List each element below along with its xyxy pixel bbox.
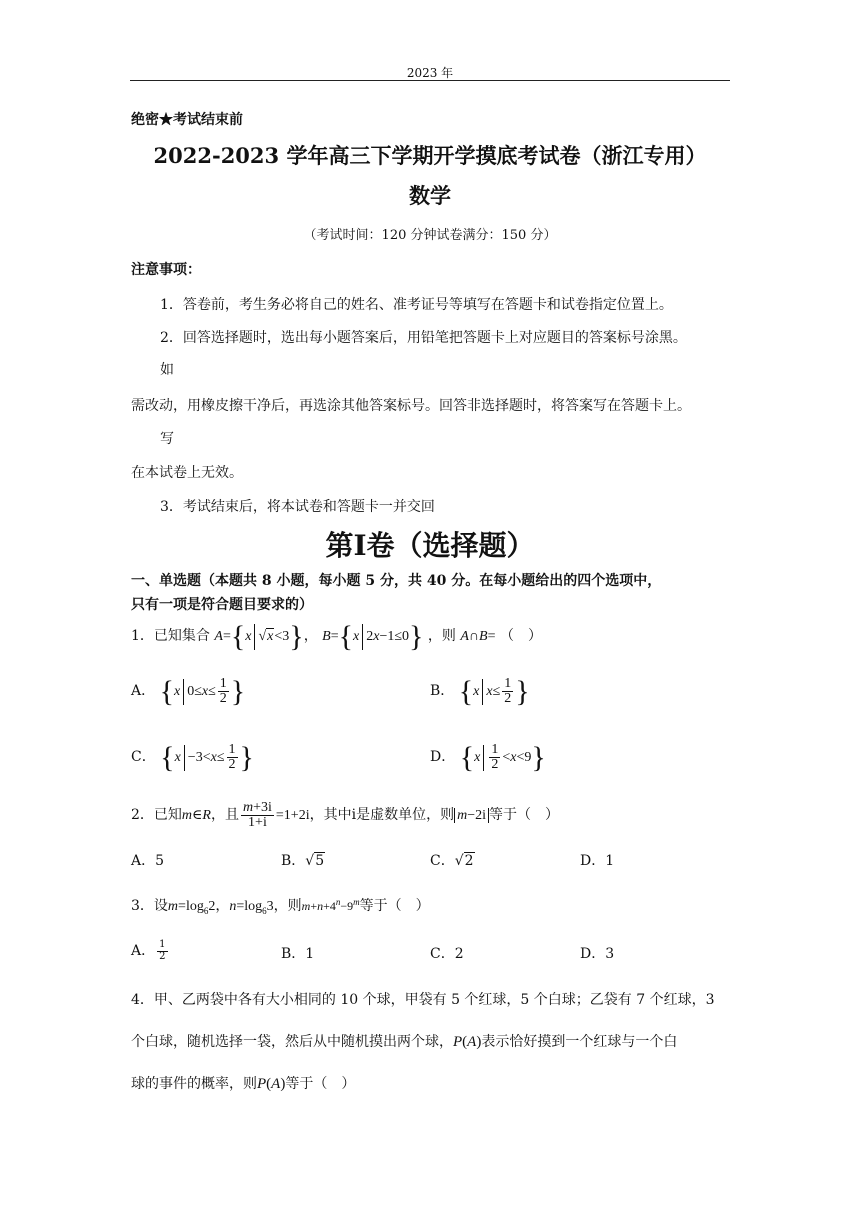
question-2-mid: ，且 [210, 807, 239, 823]
q2-option-c: C．√2 [430, 853, 474, 869]
notice-line-2-wrap2: 写 [160, 431, 174, 447]
question-2-mid3: 是虚数单位，则 [356, 807, 455, 823]
question-4-line-3: 球的事件的概率，则P(A)等于（ ） [131, 1076, 356, 1092]
q2-option-b: B．√5 [281, 853, 325, 869]
q3-expression: $m+n+4^n-9^m$ [301, 897, 360, 913]
part-title: 第I卷（选择题） [325, 529, 535, 562]
q3-option-a: A． $\frac{1}{2}$ [131, 939, 166, 962]
question-3-prefix: 3．设 [131, 898, 168, 914]
question-3: 3．设$m=\log_62$，$n=\log_63$，则$m+n+4^n-9^m$等于（ ） [131, 897, 430, 916]
q3-option-d: D．3 [580, 946, 615, 962]
question-4-line-1: 4．甲、乙两袋中各有大小相同的 10 个球，甲袋有 5 个红球，5 个白球；乙袋有 7 个红球，3 [131, 992, 715, 1008]
q1-option-b: B． {x x≤ $\frac{1}{2}$ } [430, 674, 530, 708]
section-heading-cont: 只有一项是符合题目要求的） [131, 597, 313, 613]
notice-line-2-cont: 需改动，用橡皮擦干净后，再选涂其他答案标号。回答非选择题时，将答案写在答题卡上。 [131, 398, 691, 414]
question-1-tail: （ ） [499, 628, 542, 644]
q1-option-d-label: D． [430, 749, 456, 765]
question-2 [131, 798, 559, 833]
question-4-line-2: 个白球，随机选择一袋，然后从中随机摸出两个球，P(A)表示恰好摸到一个红球与一个白 [131, 1034, 678, 1050]
q1-option-a-label: A． [131, 683, 156, 699]
question-3-mid: ，则 [273, 898, 302, 914]
confidential-label: 绝密★考试结束前 [131, 112, 243, 128]
q3-option-c: C．2 [430, 946, 464, 962]
q1-option-c-label: C． [131, 749, 156, 765]
notice-line-1: 1．答卷前，考生务必将自己的姓名、准考证号等填写在答题卡和试卷指定位置上。 [160, 297, 673, 313]
q3-option-b: B．1 [281, 946, 315, 962]
question-1: 1．已知集合 A={x √x<3}， B={x 2x−1≤0} ，则 A∩B= （ ） [131, 619, 542, 653]
q1-option-d: D． {x $\frac{1}{2}$ <x<9} [430, 740, 546, 774]
q2-m-in-r: m∈R [181, 808, 211, 823]
notice-line-2-wrap: 如 [160, 362, 174, 378]
q2-modulus: m−2i [454, 808, 489, 823]
q3-m-def: $m=\log_62$ [167, 899, 216, 916]
notice-line-2-end: 在本试卷上无效。 [131, 465, 243, 481]
notice-line-2: 2．回答选择题时，选出每小题答案后，用铅笔把答题卡上对应题目的答案标号涂黑。 [160, 330, 687, 346]
notice-line-3: 3．考试结束后，将本试卷和答题卡一并交回 [160, 499, 435, 515]
q2-equation: $\frac{m+3i}{1+i}$ =1+2i [242, 799, 310, 831]
q1-option-c: C． {x −3<x≤ $\frac{1}{2}$ } [131, 740, 254, 774]
subject-title: 数学 [409, 183, 451, 208]
page-header-year: 2023 年 [406, 66, 454, 80]
question-2-tail: 等于（ ） [489, 807, 559, 823]
q1-option-b-label: B． [430, 683, 455, 699]
q1-set-a: A={x √x<3} [214, 619, 304, 653]
q1-option-a: A． {x 0≤x≤ $\frac{1}{2}$ } [131, 674, 246, 708]
q2-option-a: A．5 [131, 853, 165, 869]
question-1-suffix: ，则 [427, 628, 456, 644]
question-2-mid2: ，其中 [309, 807, 352, 823]
exam-info: （考试时间：120 分钟试卷满分：150 分） [303, 228, 557, 243]
q3-n-def: $n=\log_63$ [229, 899, 274, 916]
header-rule [130, 80, 730, 81]
exam-title: 2022-2023 学年高三下学期开学摸底考试卷（浙江专用） [153, 143, 707, 168]
section-heading: 一、单选题（本题共 8 小题，每小题 5 分，共 40 分。在每小题给出的四个选项中， [131, 573, 662, 589]
question-1-prefix: 1．已知集合 [131, 628, 210, 644]
q1-intersection: A∩B= [460, 629, 496, 644]
question-2-prefix: 2．已知 [131, 807, 182, 823]
notice-heading: 注意事项： [131, 262, 201, 278]
q2-option-d: D．1 [580, 853, 615, 869]
q1-set-b: B={x 2x−1≤0} [322, 619, 424, 653]
question-3-tail: 等于（ ） [359, 898, 430, 914]
q2-imag-unit: i [351, 807, 357, 823]
